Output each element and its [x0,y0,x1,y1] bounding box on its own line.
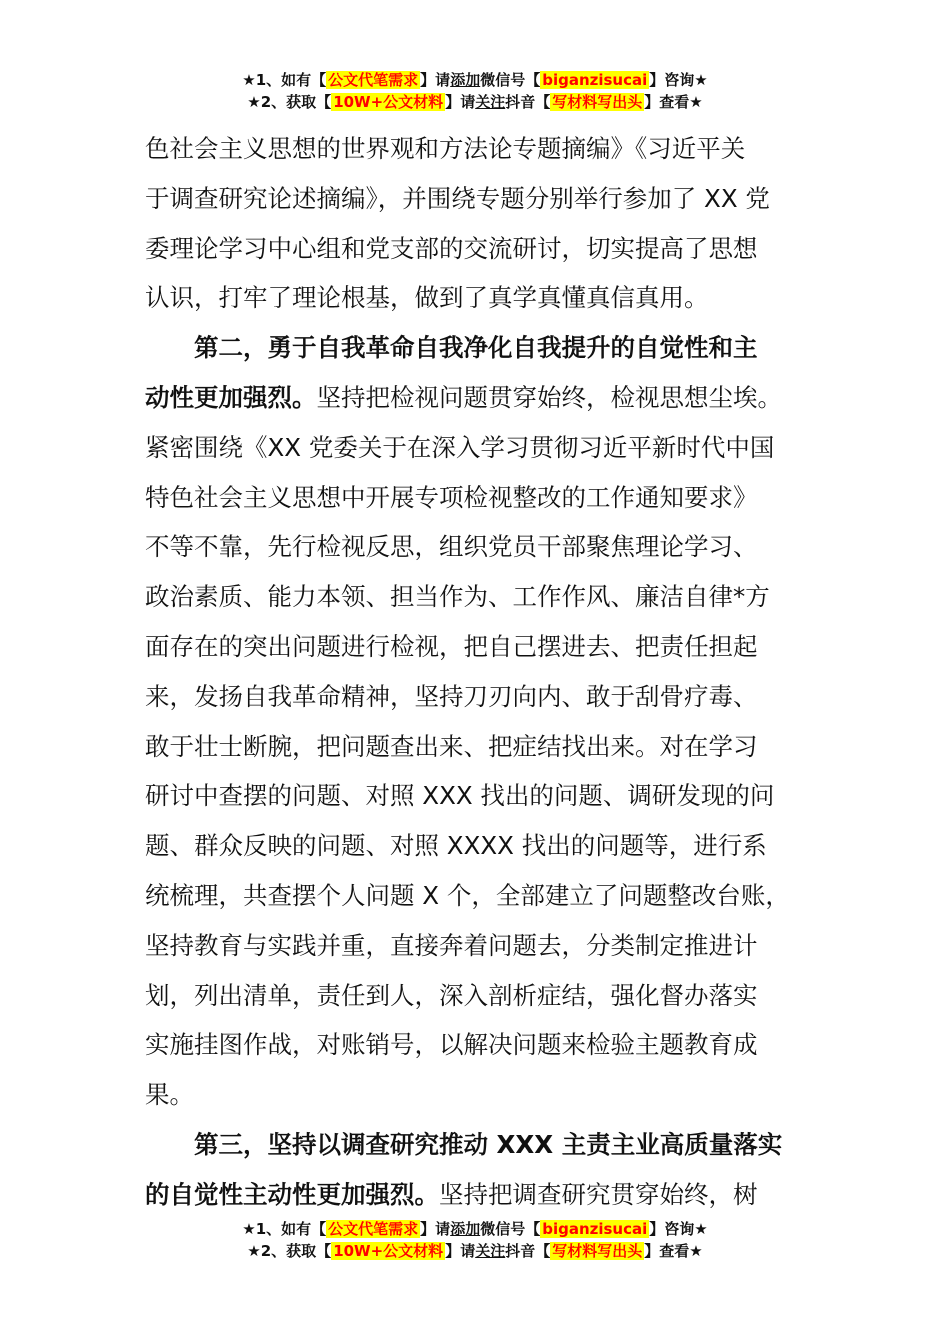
text-line: 于调查研究论述摘编》，并围绕专题分别举行参加了 XX 党 [145,183,770,213]
banner-underline: 添加 [450,1220,481,1238]
footer-banner [0,1218,950,1262]
text-line: 来，发扬自我革命精神，坚持刀刃向内、敢于刮骨疗毒、 [145,681,758,711]
header-banner [0,69,950,113]
banner-highlight: 10W+公文材料 [333,1242,444,1260]
banner-text: 】请 [420,71,451,89]
section-heading: 第二，勇于自我革命自我净化自我提升的自觉性和主 [194,333,758,363]
text-line: 敢于壮士断腕，把问题查出来、把症结找出来。对在学习 [145,731,758,761]
banner-text: ★1、如有【 [242,71,327,89]
text-line: 划，列出清单，责任到人，深入剖析症结，强化督办落实 [145,980,758,1010]
banner-text: 】请 [420,1220,451,1238]
banner-line-2 [0,91,950,113]
text-line: 不等不靠，先行检视反思，组织党员干部聚焦理论学习、 [145,532,758,562]
banner-line-1 [0,69,950,91]
banner-highlight: 公文代笔需求 [328,1220,419,1238]
banner-highlight: 公文代笔需求 [328,71,419,89]
banner-text: ★2、获取【 [247,1242,332,1260]
text-line: 果。 [145,1080,194,1110]
text-line [145,373,835,423]
paragraph-third [145,1120,835,1220]
text-line: 色社会主义思想的世界观和方法论专题摘编》《习近平关 [145,134,746,163]
text-line: 题、群众反映的问题、对照 XXXX 找出的问题等，进行系 [145,831,767,861]
text-line: 特色社会主义思想中开展专项检视整改的工作通知要求》 [145,482,758,512]
banner-text: 】请 [445,1242,476,1260]
text-line: 实施挂图作战，对账销号，以解决问题来检验主题教育成 [145,1030,758,1060]
section-heading-cont: 的自觉性主动性更加强烈。 [145,1179,439,1209]
banner-highlight: 10W+公文材料 [333,93,444,111]
text-line: 政治素质、能力本领、担当作为、工作作风、廉洁自律*方 [145,582,770,612]
section-heading: 第三，坚持以调查研究推动 XXX 主责主业高质量落实 [194,1129,783,1159]
banner-underline: 关注 [475,93,506,111]
text-line [145,1170,835,1220]
paragraph-second [145,323,835,1120]
banner-text: 抖音【 [505,1242,551,1260]
text-line: 坚持教育与实践并重，直接奔着问题去，分类制定推进计 [145,930,758,960]
banner-highlight: 写材料写出头 [552,1242,643,1260]
banner-text: 微信号【 [480,71,541,89]
text-line: 认识，打牢了理论根基，做到了真学真懂真信真用。 [145,283,709,313]
banner-text: 】查看★ [644,93,703,111]
banner-text: 】请 [445,93,476,111]
text-line: 委理论学习中心组和党支部的交流研讨，切实提高了思想 [145,233,758,263]
banner-text: 微信号【 [480,1220,541,1238]
banner-line-2 [0,1240,950,1262]
banner-text: 】查看★ [644,1242,703,1260]
text-line: 研讨中查摆的问题、对照 XXX 找出的问题、调研发现的问 [145,781,775,811]
section-heading-cont: 动性更加强烈。 [145,382,317,412]
text-span: 坚持把调查研究贯穿始终，树 [439,1179,758,1209]
banner-text: 】咨询★ [649,1220,708,1238]
banner-text: ★1、如有【 [242,1220,327,1238]
banner-text: 抖音【 [505,93,551,111]
text-line: 面存在的突出问题进行检视，把自己摆进去、把责任担起 [145,631,758,661]
banner-highlight: 写材料写出头 [552,93,643,111]
text-line: 紧密围绕《XX 党委关于在深入学习贯彻习近平新时代中国 [145,432,775,462]
banner-text: 】咨询★ [649,71,708,89]
banner-highlight: biganzisucai [542,71,648,89]
banner-highlight: biganzisucai [542,1220,648,1238]
banner-text: ★2、获取【 [247,93,332,111]
banner-line-1 [0,1218,950,1240]
text-line: 统梳理，共查摆个人问题 X 个，全部建立了问题整改台账， [145,880,790,910]
text-span: 坚持把检视问题贯穿始终，检视思想尘埃。 [316,382,782,412]
banner-underline: 关注 [475,1242,506,1260]
document-body [145,124,835,1220]
banner-underline: 添加 [450,71,481,89]
paragraph-continued [145,124,835,323]
